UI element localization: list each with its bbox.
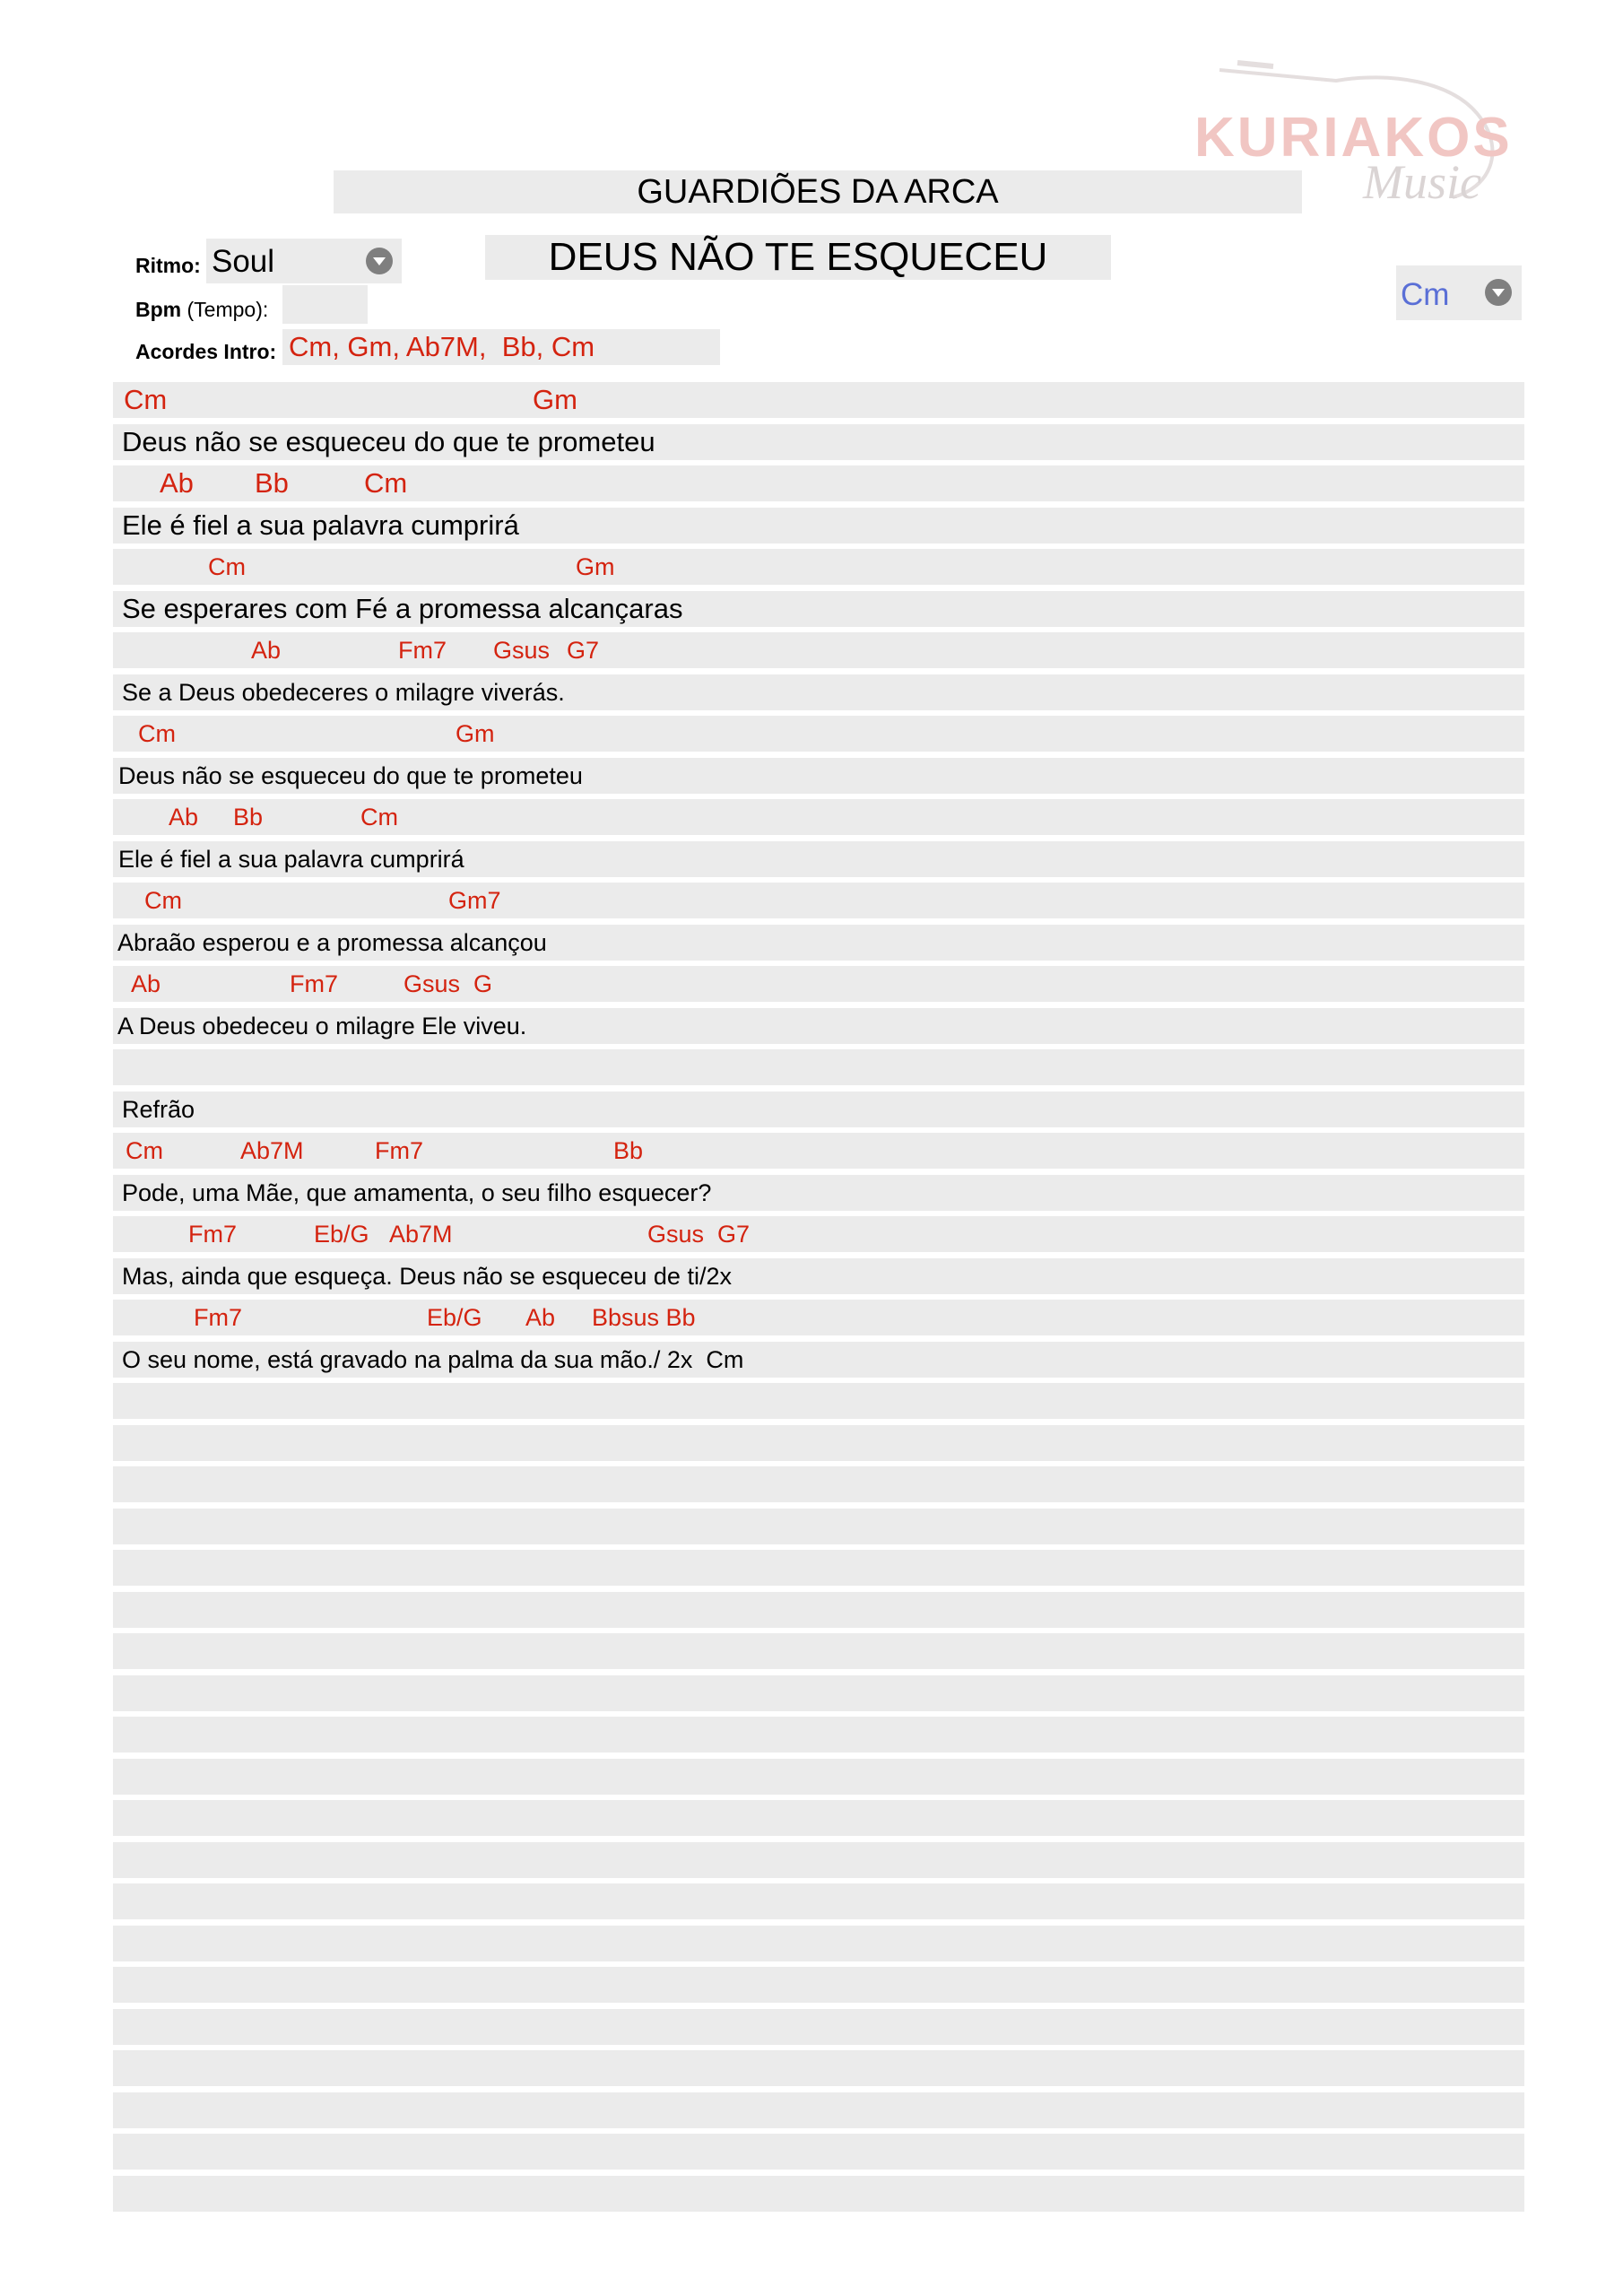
empty-row[interactable] bbox=[113, 1466, 1524, 1502]
lyric-row[interactable] bbox=[113, 1258, 1524, 1294]
lyric-row[interactable] bbox=[113, 1091, 1524, 1127]
song-title-field[interactable] bbox=[485, 235, 1111, 280]
chord: Fm7 bbox=[290, 970, 338, 997]
intro-chords-label: Acordes Intro: bbox=[135, 340, 277, 363]
ritmo-dropdown[interactable] bbox=[206, 239, 402, 283]
lyric-row[interactable] bbox=[113, 1175, 1524, 1211]
chord: Cm bbox=[208, 553, 246, 580]
section-label: Refrão bbox=[122, 1096, 195, 1123]
lyric-text: Mas, ainda que esqueça. Deus não se esqueceu de ti/2x bbox=[122, 1263, 732, 1290]
chord: Bb bbox=[255, 467, 289, 499]
lyric-text: O seu nome, está gravado na palma da sua mão./ 2x Cm bbox=[122, 1346, 744, 1373]
lyric-text: Ele é fiel a sua palavra cumprirá bbox=[118, 846, 464, 873]
logo-subtitle: Music bbox=[1363, 155, 1481, 209]
chord: Ab7M bbox=[389, 1221, 453, 1248]
lyric-text: Pode, uma Mãe, que amamenta, o seu filho esquecer? bbox=[122, 1179, 712, 1206]
empty-row[interactable] bbox=[113, 2050, 1524, 2086]
intro-chords-field[interactable] bbox=[282, 329, 720, 365]
empty-row[interactable] bbox=[113, 1926, 1524, 1961]
key-dropdown[interactable] bbox=[1396, 265, 1522, 320]
lyric-text: Deus não se esqueceu do que te prometeu bbox=[118, 762, 583, 789]
chord: Cm bbox=[138, 720, 176, 747]
empty-row[interactable] bbox=[113, 1717, 1524, 1752]
chord-row[interactable] bbox=[113, 799, 1524, 835]
chord: Cm bbox=[144, 887, 182, 914]
logo-wordmark: KURIAKOS bbox=[1194, 107, 1513, 169]
empty-row[interactable] bbox=[113, 2134, 1524, 2170]
bpm-label bbox=[135, 298, 268, 322]
lyric-row[interactable] bbox=[113, 841, 1524, 877]
empty-row[interactable] bbox=[113, 1800, 1524, 1836]
empty-row[interactable] bbox=[113, 1509, 1524, 1544]
chord: Ab bbox=[525, 1304, 556, 1331]
chord: Gsus bbox=[493, 637, 551, 664]
empty-row[interactable] bbox=[113, 1675, 1524, 1711]
lyric-text: Abraão esperou e a promessa alcançou bbox=[117, 929, 547, 956]
chord-row[interactable] bbox=[113, 632, 1524, 668]
chord-row[interactable] bbox=[113, 883, 1524, 918]
chord: Ab bbox=[169, 804, 199, 831]
bpm-label-text: Bpm bbox=[135, 298, 182, 321]
lyric-row[interactable] bbox=[113, 925, 1524, 961]
empty-row[interactable] bbox=[113, 1759, 1524, 1795]
chord: Eb/G bbox=[427, 1304, 482, 1331]
lyric-row[interactable] bbox=[113, 591, 1524, 627]
chord: Gm bbox=[576, 553, 615, 580]
chord: Ab bbox=[160, 467, 194, 499]
chord: Gsus G bbox=[404, 970, 493, 997]
chord: Cm bbox=[364, 467, 408, 499]
chord-row[interactable] bbox=[113, 549, 1524, 585]
ritmo-value: Soul bbox=[212, 244, 275, 279]
lyric-row[interactable] bbox=[113, 1008, 1524, 1044]
chord-row[interactable] bbox=[113, 465, 1524, 501]
lyric-row[interactable] bbox=[113, 508, 1524, 544]
chord-row[interactable] bbox=[113, 1216, 1524, 1252]
chord-row[interactable] bbox=[113, 1133, 1524, 1169]
lyric-text: Ele é fiel a sua palavra cumprirá bbox=[122, 509, 519, 541]
empty-row[interactable] bbox=[113, 1592, 1524, 1628]
chord: Bb bbox=[613, 1137, 644, 1164]
chord-row[interactable] bbox=[113, 382, 1524, 418]
lyric-row[interactable] bbox=[113, 1342, 1524, 1378]
ritmo-label: Ritmo: bbox=[135, 254, 201, 277]
chord-row[interactable] bbox=[113, 716, 1524, 752]
chord: Ab bbox=[131, 970, 161, 997]
empty-row[interactable] bbox=[113, 1883, 1524, 1919]
lyric-row[interactable] bbox=[113, 674, 1524, 710]
intro-chords-value: Cm, Gm, Ab7M, Bb, Cm bbox=[289, 331, 595, 362]
chord: Ab7M bbox=[240, 1137, 304, 1164]
empty-row[interactable] bbox=[113, 1049, 1524, 1085]
empty-row[interactable] bbox=[113, 1842, 1524, 1878]
chord: Fm7 bbox=[194, 1304, 242, 1331]
chord: Cm bbox=[124, 384, 168, 415]
band-name-field[interactable] bbox=[334, 170, 1302, 213]
chord: Gm7 bbox=[448, 887, 501, 914]
chord: Fm7 bbox=[375, 1137, 423, 1164]
lyric-text: Se esperares com Fé a promessa alcançaras bbox=[122, 593, 683, 624]
chord: Fm7 bbox=[398, 637, 447, 664]
chord-row[interactable] bbox=[113, 1300, 1524, 1335]
empty-row[interactable] bbox=[113, 1425, 1524, 1461]
chord: Gm bbox=[533, 384, 577, 415]
key-value: Cm bbox=[1401, 277, 1450, 312]
chevron-down-icon[interactable] bbox=[366, 248, 393, 274]
empty-row[interactable] bbox=[113, 1550, 1524, 1586]
lyric-text: Deus não se esqueceu do que te prometeu bbox=[122, 426, 655, 457]
band-name: GUARDIÕES DA ARCA bbox=[637, 173, 999, 211]
chevron-down-icon[interactable] bbox=[1485, 279, 1512, 306]
chord: Gm bbox=[456, 720, 495, 747]
empty-row[interactable] bbox=[113, 2092, 1524, 2128]
chord: Cm bbox=[126, 1137, 163, 1164]
empty-row[interactable] bbox=[113, 1633, 1524, 1669]
lyric-row[interactable] bbox=[113, 424, 1524, 460]
chord: Eb/G bbox=[314, 1221, 369, 1248]
bpm-field[interactable] bbox=[282, 285, 368, 324]
lyric-text: A Deus obedeceu o milagre Ele viveu. bbox=[117, 1013, 527, 1039]
chord-row[interactable] bbox=[113, 966, 1524, 1002]
song-title: DEUS NÃO TE ESQUECEU bbox=[548, 235, 1048, 279]
chord: Fm7 bbox=[188, 1221, 237, 1248]
empty-row[interactable] bbox=[113, 2176, 1524, 2212]
chord: Bbsus Bb bbox=[592, 1304, 696, 1331]
empty-row[interactable] bbox=[113, 1383, 1524, 1419]
lyric-row[interactable] bbox=[113, 758, 1524, 794]
chord: Bb bbox=[233, 804, 264, 831]
chord: G7 bbox=[567, 637, 600, 664]
chord: Cm bbox=[360, 804, 398, 831]
chord: Ab bbox=[251, 637, 282, 664]
lyric-text: Se a Deus obedeceres o milagre viverás. bbox=[122, 679, 565, 706]
empty-row[interactable] bbox=[113, 1967, 1524, 2003]
chord: Gsus G7 bbox=[647, 1221, 751, 1248]
bpm-label-paren: (Tempo): bbox=[187, 298, 269, 321]
empty-row[interactable] bbox=[113, 2009, 1524, 2045]
